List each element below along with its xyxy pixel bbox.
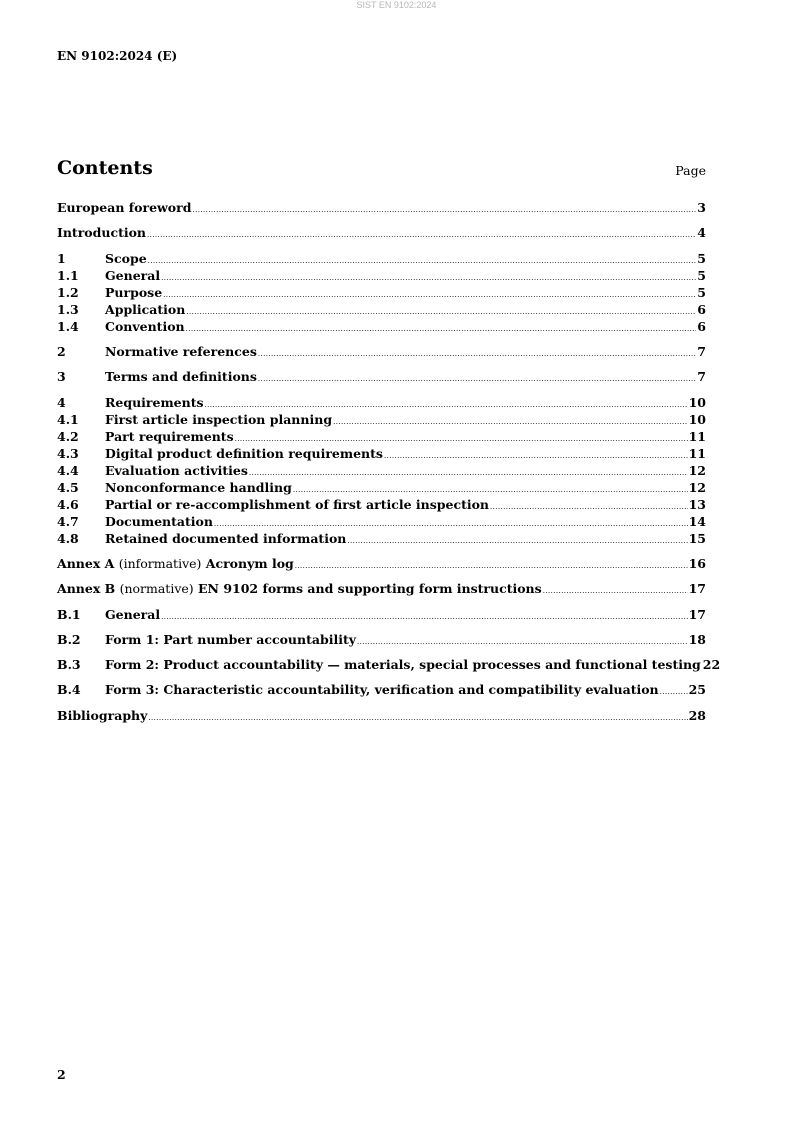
toc-leader-dots (258, 375, 696, 383)
toc-entry-page: 12 (688, 463, 706, 478)
toc-entry[interactable] (57, 607, 706, 624)
page-column-label: Page (675, 163, 706, 178)
toc-entry-title: Requirements (105, 395, 204, 410)
toc-leader-dots (186, 325, 697, 333)
toc-leader-dots (384, 452, 688, 460)
toc-entry[interactable] (57, 319, 706, 336)
toc-entry-number: B.3 (57, 657, 81, 672)
annex-title: EN 9102 forms and supporting form instructions (198, 581, 542, 596)
toc-leader-dots (357, 638, 688, 646)
toc-entry-number: 4.8 (57, 531, 79, 546)
toc-entry[interactable] (57, 412, 706, 429)
toc-entry-page: 5 (697, 285, 706, 300)
toc-entry-title: Digital product definition requirements (105, 446, 383, 461)
toc-entry[interactable] (57, 225, 706, 242)
toc-leader-dots (205, 401, 688, 409)
toc-leader-dots (249, 469, 688, 477)
contents-title: Contents (57, 157, 153, 179)
toc-leader-dots (235, 435, 688, 443)
toc-entry[interactable] (57, 285, 706, 302)
toc-entry[interactable] (57, 344, 706, 361)
toc-leader-dots (163, 291, 696, 299)
toc-entry-page: 15 (688, 531, 706, 546)
toc-entry-page: 11 (688, 446, 706, 461)
toc-entry-page: 12 (688, 480, 706, 495)
toc-entry-number: 4.3 (57, 446, 79, 461)
toc-entry[interactable] (57, 268, 706, 285)
toc-leader-dots (186, 308, 696, 316)
toc-entry-page: 17 (688, 581, 706, 596)
toc-entry-number: B.2 (57, 632, 81, 647)
document-id: EN 9102:2024 (E) (57, 49, 178, 63)
toc-entry[interactable] (57, 708, 706, 725)
toc-leader-dots (147, 231, 696, 239)
toc-entry[interactable] (57, 480, 706, 497)
toc-entry-title: European foreword (57, 200, 192, 215)
toc-entry-title: Form 2: Product accountability — materials, special processes and functional testing (105, 657, 701, 672)
toc-entry-title: Terms and definitions (105, 369, 257, 384)
annex-type: (normative) (119, 581, 194, 596)
toc-entry-number: 1.1 (57, 268, 79, 283)
toc-entry-page: 7 (697, 344, 706, 359)
toc-entry-page: 5 (697, 268, 706, 283)
toc-leader-dots (347, 537, 687, 545)
toc-entry-title: Partial or re-accomplishment of first article inspection (105, 497, 490, 512)
toc-entry-page: 17 (688, 607, 706, 622)
toc-entry-title: Scope (105, 251, 147, 266)
toc-leader-dots (543, 587, 688, 595)
toc-entry-page: 6 (697, 319, 706, 334)
annex-label: Annex B (57, 581, 116, 596)
toc-entry-title: Form 3: Characteristic accountability, verification and compatibility evaluation (105, 682, 659, 697)
toc-entry-page: 28 (688, 708, 706, 723)
toc-entry-page: 10 (688, 395, 706, 410)
toc-entry-page: 5 (697, 251, 706, 266)
toc-entry-title: Form 1: Part number accountability (105, 632, 356, 647)
toc-entry-page: 22 (702, 657, 721, 672)
toc-entry-title: Normative references (105, 344, 257, 359)
toc-leader-dots (660, 688, 688, 696)
toc-entry-title: General (105, 268, 161, 283)
toc-entry-number: 1 (57, 251, 66, 266)
toc-leader-dots (214, 520, 688, 528)
toc-entry-page: 16 (688, 556, 706, 571)
toc-entry-page: 4 (697, 225, 706, 240)
toc-entry-number: 4.4 (57, 463, 79, 478)
toc-leader-dots (258, 350, 696, 358)
toc-entry-title: First article inspection planning (105, 412, 333, 427)
toc-entry[interactable] (57, 581, 706, 598)
toc-entry-page: 14 (688, 514, 706, 529)
toc-entry-title: Introduction (57, 225, 147, 240)
annex-label: Annex A (57, 556, 115, 571)
toc-entry[interactable] (57, 369, 706, 386)
annex-title: Acronym log (205, 556, 294, 571)
toc-entry-title (57, 581, 542, 596)
toc-entry[interactable] (57, 556, 706, 573)
toc-entry-title: Bibliography (57, 708, 148, 723)
toc-entry-page: 25 (688, 682, 706, 697)
toc-entry[interactable] (57, 682, 706, 699)
toc-entry-page: 7 (697, 369, 706, 384)
toc-leader-dots (295, 562, 688, 570)
toc-entry[interactable] (57, 302, 706, 319)
toc-entry-number: 3 (57, 369, 66, 384)
toc-entry-number: 1.3 (57, 302, 79, 317)
toc-entry-number: 1.2 (57, 285, 79, 300)
toc-entry-title: Convention (105, 319, 185, 334)
toc-entry-title: Documentation (105, 514, 213, 529)
toc-entry-page: 10 (688, 412, 706, 427)
toc-entry[interactable] (57, 657, 721, 674)
toc-entry[interactable] (57, 632, 706, 649)
toc-entry-number: 4.1 (57, 412, 79, 427)
toc-entry-title (57, 556, 294, 571)
toc-entry-title: General (105, 607, 161, 622)
toc-entry[interactable] (57, 395, 706, 412)
toc-leader-dots (333, 418, 688, 426)
toc-entry[interactable] (57, 200, 706, 217)
toc-entry-number: 4.2 (57, 429, 79, 444)
toc-leader-dots (293, 486, 688, 494)
toc-entry[interactable] (57, 446, 706, 463)
toc-entry-number: 4.6 (57, 497, 79, 512)
annex-type: (informative) (118, 556, 202, 571)
toc-leader-dots (148, 714, 687, 722)
toc-entry-title: Retained documented information (105, 531, 347, 546)
toc-entry[interactable] (57, 251, 706, 268)
toc-entry-number: 1.4 (57, 319, 79, 334)
toc-entry-title: Nonconformance handling (105, 480, 292, 495)
page-number: 2 (57, 1067, 66, 1082)
toc-entry-title: Part requirements (105, 429, 234, 444)
toc-entry[interactable] (57, 497, 706, 514)
toc-entry-page: 11 (688, 429, 706, 444)
toc-leader-dots (148, 257, 697, 265)
toc-entry-title: Purpose (105, 285, 163, 300)
toc-entry[interactable] (57, 463, 706, 480)
watermark: SIST EN 9102:2024 (356, 0, 437, 10)
toc-entry[interactable] (57, 514, 706, 531)
toc-entry-number: B.4 (57, 682, 81, 697)
toc-leader-dots (192, 206, 696, 214)
toc-entry-page: 6 (697, 302, 706, 317)
toc-entry-number: 4.5 (57, 480, 79, 495)
toc-entry[interactable] (57, 531, 706, 548)
toc-entry-number: 2 (57, 344, 66, 359)
toc-entry-page: 3 (697, 200, 706, 215)
toc-entry[interactable] (57, 429, 706, 446)
toc-entry-page: 13 (688, 497, 706, 512)
toc-entry-number: 4 (57, 395, 66, 410)
toc-entry-number: 4.7 (57, 514, 79, 529)
toc-leader-dots (161, 613, 687, 621)
toc-entry-page: 18 (688, 632, 706, 647)
toc-leader-dots (490, 503, 688, 511)
toc-leader-dots (161, 274, 696, 282)
toc-entry-title: Application (105, 302, 186, 317)
toc-entry-title: Evaluation activities (105, 463, 248, 478)
toc-entry-number: B.1 (57, 607, 81, 622)
